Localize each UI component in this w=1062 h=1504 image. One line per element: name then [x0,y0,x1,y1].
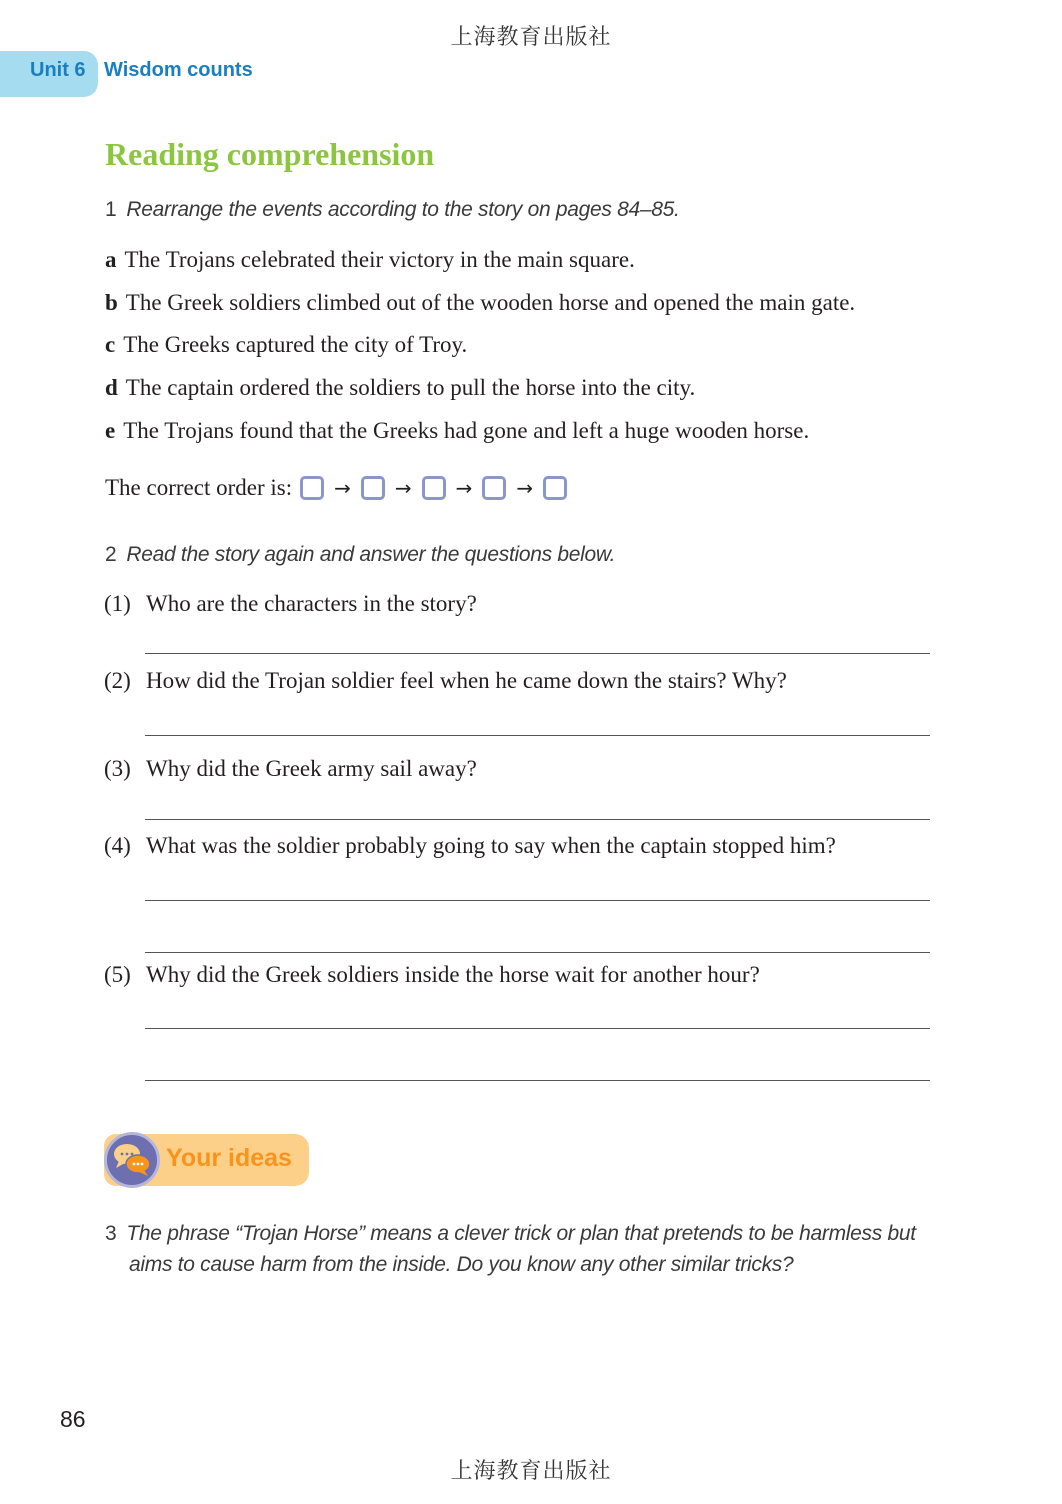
exercise-number: 3 [105,1222,117,1245]
your-ideas-label: Your ideas [166,1144,292,1172]
exercise-3-line-1: The phrase “Trojan Horse” means a clever trick or plan that pretends to be harmless but [126,1222,916,1245]
arrow-icon: → [334,476,351,500]
question-text: Who are the characters in the story? [146,591,477,616]
exercise-2-instruction [105,543,615,567]
answer-line[interactable] [145,1028,930,1029]
answer-line[interactable] [145,653,930,654]
event-text: The Greek soldiers climbed out of the wooden horse and opened the main gate. [125,290,856,315]
exercise-number: 1 [105,198,117,221]
question-number: (5) [104,962,131,987]
question-3 [104,756,477,782]
unit-name: Wisdom counts [104,59,253,81]
event-item-b [105,290,855,316]
event-text: The Greeks captured the city of Troy. [123,332,468,357]
question-number: (4) [104,833,131,858]
question-text: Why did the Greek army sail away? [146,756,477,781]
order-box-1[interactable] [300,476,324,500]
question-text: How did the Trojan soldier feel when he came down the stairs? Why? [146,668,787,693]
question-1 [104,591,477,617]
event-text: The captain ordered the soldiers to pull the horse into the city. [125,375,696,400]
order-box-3[interactable] [422,476,446,500]
event-letter: d [105,375,118,400]
publisher-footer: 上海教育出版社 [450,1459,612,1484]
arrow-icon: → [516,476,534,500]
order-row [105,475,567,501]
question-number: (1) [104,591,131,616]
exercise-number: 2 [105,543,117,566]
answer-line[interactable] [145,1080,930,1081]
event-letter: b [105,290,118,315]
order-label: The correct order is: [105,475,293,500]
event-item-a [105,247,635,273]
instruction-text: Rearrange the events according to the story on pages 84–85. [126,198,680,221]
event-item-e [105,418,809,444]
publisher-header: 上海教育出版社 [450,25,612,50]
event-text: The Trojans found that the Greeks had gone and left a huge wooden horse. [123,418,810,443]
order-box-2[interactable] [361,476,385,500]
event-letter: c [105,332,116,357]
event-letter: a [105,247,117,272]
exercise-3-line-2: aims to cause harm from the inside. Do you know any other similar tricks? [129,1253,794,1276]
speech-bubbles-icon [104,1132,160,1188]
answer-line[interactable] [145,735,930,736]
question-number: (3) [104,756,131,781]
order-box-4[interactable] [482,476,506,500]
exercise-3 [105,1218,945,1280]
event-item-d [105,375,695,401]
unit-number: Unit 6 [30,59,86,81]
question-5 [104,962,760,988]
answer-line[interactable] [145,819,930,820]
question-text: Why did the Greek soldiers inside the horse wait for another hour? [146,962,760,987]
event-item-c [105,332,467,358]
exercise-1-instruction [105,198,680,222]
question-2 [104,668,787,694]
question-text: What was the soldier probably going to say when the captain stopped him? [146,833,836,858]
event-text: The Trojans celebrated their victory in the main square. [124,247,635,272]
event-letter: e [105,418,116,443]
section-title: Reading comprehension [105,136,435,172]
arrow-icon: → [394,476,412,500]
question-number: (2) [104,668,131,693]
instruction-text: Read the story again and answer the questions below. [126,543,616,566]
question-4 [104,833,836,859]
answer-line[interactable] [145,900,930,901]
answer-line[interactable] [145,952,930,953]
page-number: 86 [60,1406,86,1432]
order-box-5[interactable] [543,476,567,500]
arrow-icon: → [455,476,473,500]
